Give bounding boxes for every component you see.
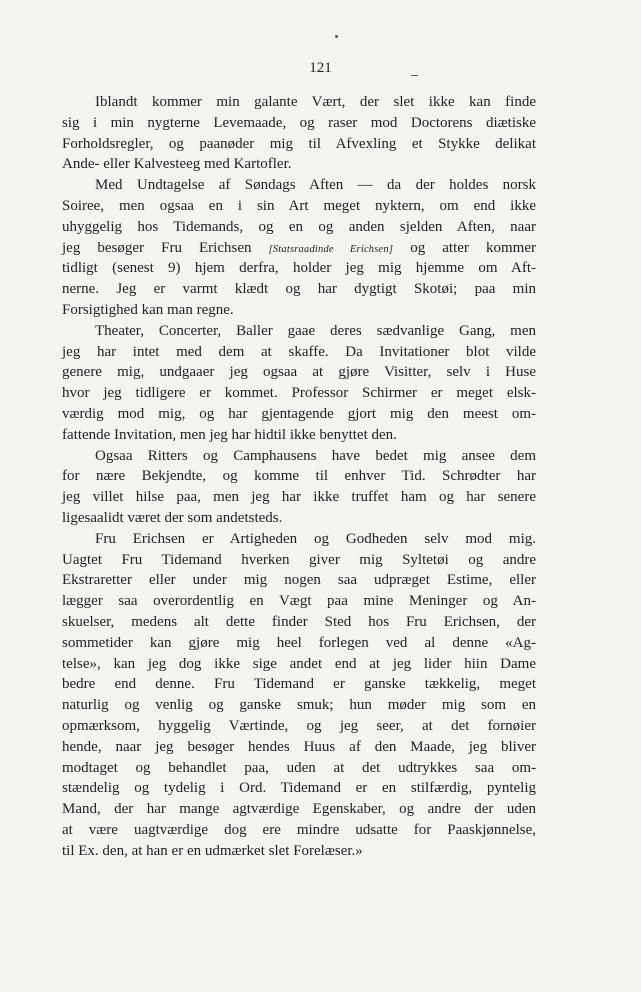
text-line: Soiree, men ogsaa en i sin Art meget nyktern, om end ikke [62, 197, 536, 214]
text-line: Mand, der har mange agtværdige Egenskaber, og andre der uden [62, 801, 536, 818]
text-line: Ogsaa Ritters og Camphausens have bedet mig ansee dem [95, 447, 536, 464]
text-line: værdig mod mig, og har gjentagende gjort mig den meest om- [62, 405, 536, 422]
text-line [62, 238, 536, 259]
text-line: telse», kan jeg dog ikke sige andet end at jeg lider hiin Dame [62, 655, 536, 672]
text-line: sommetider kan gjøre mig heel forlegen ved al denne «Ag- [62, 634, 536, 651]
text-line: Forsigtighed kan man regne. [62, 301, 234, 318]
text-line: Med Undtagelse af Søndags Aften — da der holdes norsk [95, 177, 536, 194]
text-line: bedre end denne. Fru Tidemand er ganske tækkelig, meget [62, 676, 536, 693]
text-line: tidligt (senest 9) hjem derfra, holder jeg mig hjemme om Aft- [62, 260, 536, 277]
text-line: nerne. Jeg er varmt klædt og har dygtigt Skotøi; paa min [62, 281, 536, 298]
text-segment: jeg besøger Fru Erichsen [62, 239, 269, 256]
body-text [62, 92, 536, 861]
text-line: for nære Bekjendte, og komme til enhver Tid. Schrødter har [62, 468, 536, 485]
text-segment: og atter kommer [393, 239, 536, 256]
text-line: stændelig og tydelig i Ord. Tidemand er en stilfærdig, pyntelig [62, 780, 536, 797]
print-speck [335, 35, 338, 38]
text-line: opmærksom, hyggelig Værtinde, og jeg seer, at det fornøier [62, 717, 536, 734]
text-line: Ekstraretter eller under mig nogen saa udpræget Estime, eller [62, 572, 536, 589]
text-line: uhyggelig hos Tidemands, og en og anden sjelden Aften, naar [62, 218, 536, 235]
text-line: til Ex. den, at han er en udmærket slet Forelæser.» [62, 842, 363, 859]
text-line: Forholdsregler, og paanøder mig til Afvexling et Stykke delikat [62, 135, 536, 152]
editorial-note: [Statsraadinde Erichsen] [268, 243, 394, 255]
text-line: fattende Invitation, men jeg har hidtil ikke benyttet den. [62, 426, 397, 443]
text-line: Iblandt kommer min galante Vært, der slet ikke kan finde [95, 94, 536, 110]
text-line: Uagtet Fru Tidemand hverken giver mig Syltetøi og andre [62, 551, 536, 568]
text-line: Fru Erichsen er Artigheden og Godheden selv mod mig. [95, 530, 536, 547]
text-line: genere mig, undgaaer jeg ogsaa at gjøre Visitter, selv i Huse [62, 364, 536, 381]
text-line: Ande- eller Kalvesteeg med Kartofler. [62, 156, 292, 173]
page-number: 121 [309, 60, 332, 76]
text-line: skuelser, medens alt dette finder Sted hos Fru Erichsen, der [62, 613, 536, 630]
text-line: ligesaalidt været der som andetsteds. [62, 509, 283, 526]
text-line: modtaget og behandlet paa, uden at det udtrykkes saa om- [62, 759, 536, 776]
text-line: hende, naar jeg besøger hendes Huus af den Maade, jeg bliver [62, 738, 536, 755]
text-line: sig i min nygterne Levemaade, og raser mod Doctorens diætiske [62, 114, 536, 131]
text-line: jeg har intet med dem at skaffe. Da Invitationer blot vilde [62, 343, 536, 360]
text-line: Theater, Concerter, Baller gaae deres sædvanlige Gang, men [95, 322, 536, 339]
text-line: jeg villet hilse paa, men jeg har ikke truffet ham og har senere [62, 489, 536, 506]
text-line: at være uagtværdige dog ere mindre udsatte for Paaskjønnelse, [62, 821, 536, 838]
text-line: lægger saa overordentlig en Vægt paa mine Meninger og An- [62, 593, 536, 610]
text-line: naturlig og venlig og ganske smuk; hun møder mig som en [62, 697, 536, 714]
text-line: hvor jeg tidligere er kommet. Professor Schirmer er meget elsk- [62, 385, 536, 402]
